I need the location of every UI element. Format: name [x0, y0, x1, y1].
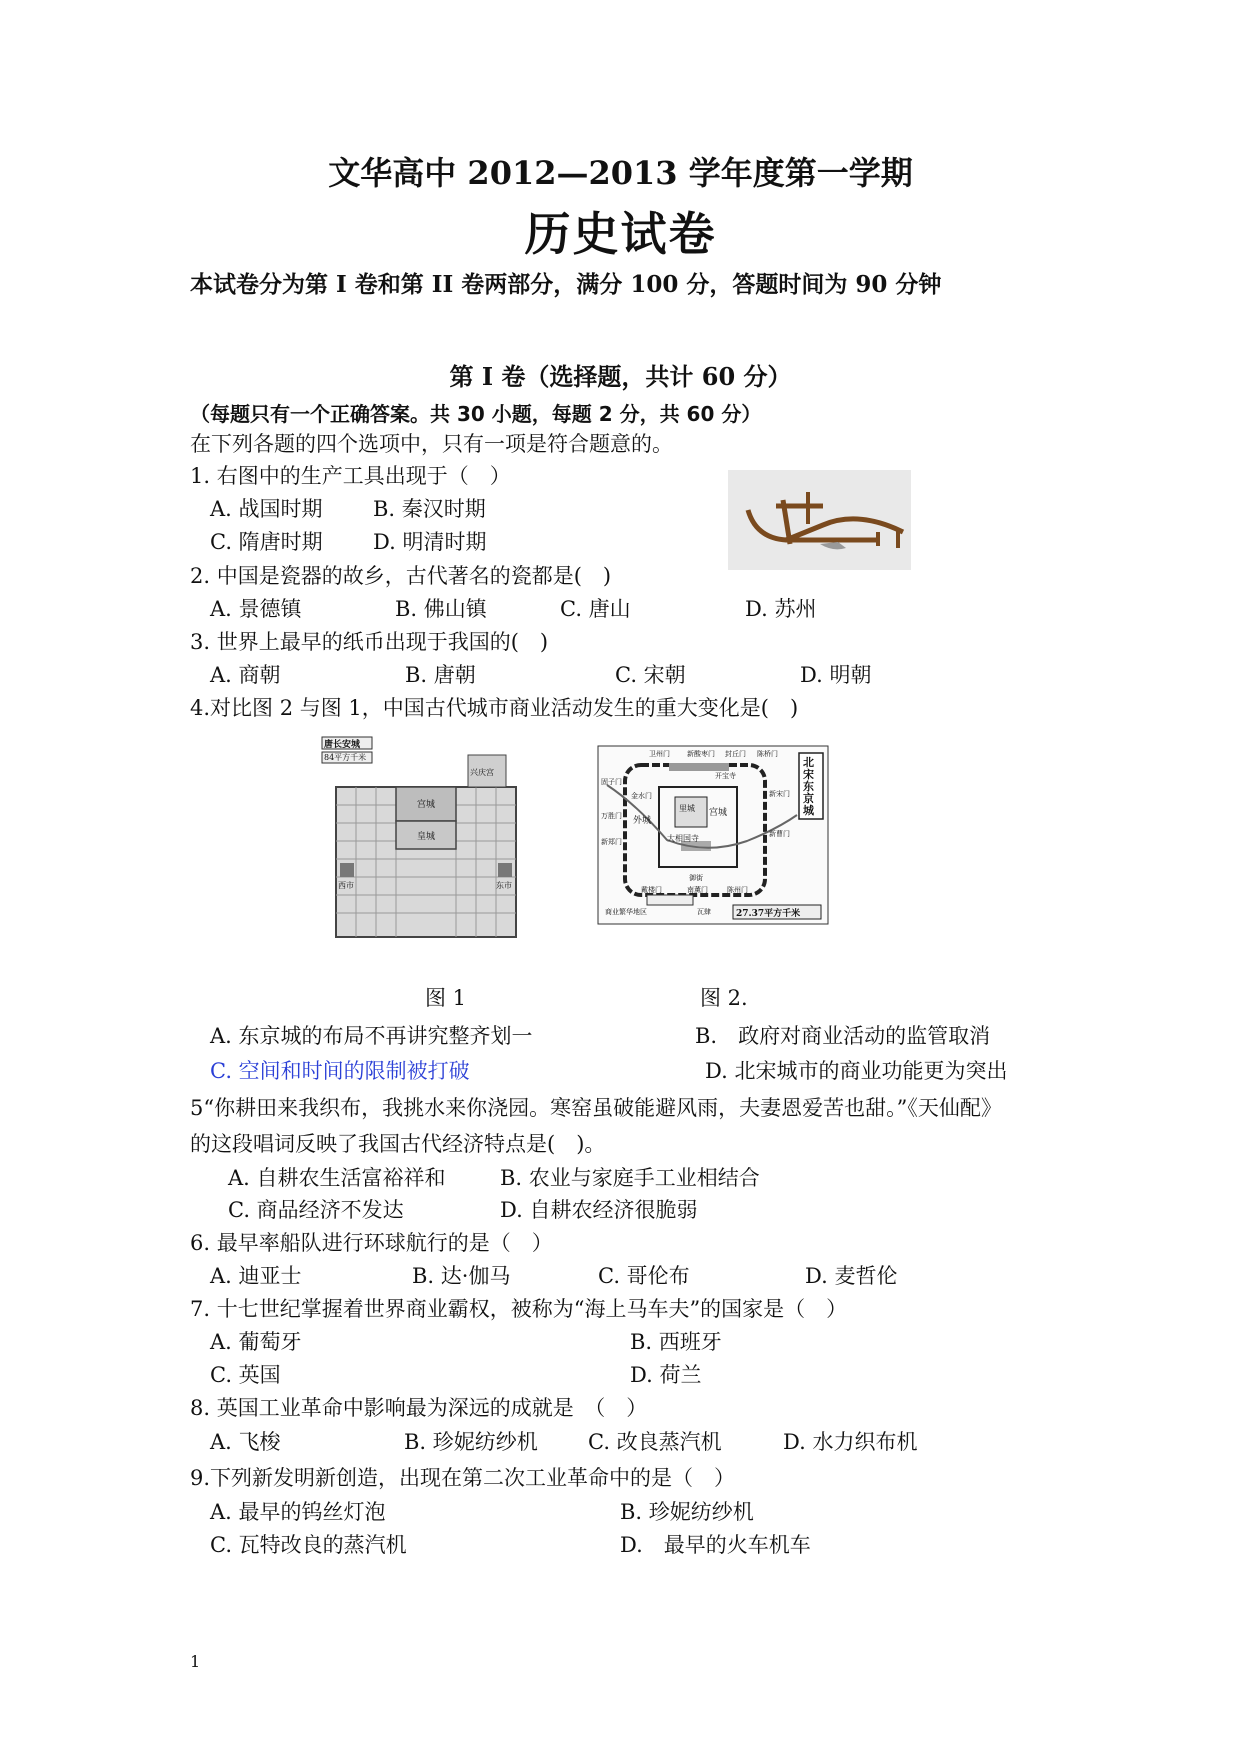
page-number: 1	[190, 1652, 201, 1671]
question-4-option-a: A. 东京城的布局不再讲究整齐划一	[210, 1024, 533, 1048]
map2-label-chenqiaomen: 陈桥门	[757, 750, 778, 758]
exam-subject-title: 历史试卷	[524, 207, 717, 261]
question-9-stem: 9.下列新发明新创造，出现在第二次工业革命中的是（ ）	[190, 1466, 736, 1490]
map2-label-xinzhengmen: 新郑门	[601, 838, 622, 846]
question-2-option-c: C. 唐山	[560, 597, 631, 621]
map2-title: 北宋东京城	[803, 756, 814, 817]
question-4-option-b: B. 政府对商业活动的监管取消	[695, 1024, 991, 1048]
question-7-option-d: D. 荷兰	[630, 1363, 702, 1387]
question-5-option-a: A. 自耕农生活富裕祥和	[228, 1166, 446, 1190]
figure-2-caption: 图 2.	[700, 986, 748, 1010]
question-3-option-c: C. 宋朝	[615, 663, 686, 687]
tang-changan-map	[318, 735, 548, 955]
question-8-stem: 8. 英国工业革命中影响最为深远的成就是 （ ）	[190, 1396, 648, 1420]
question-3-option-d: D. 明朝	[800, 663, 872, 687]
question-7-option-a: A. 葡萄牙	[210, 1330, 302, 1354]
question-9-option-b: B. 珍妮纺纱机	[620, 1500, 754, 1524]
question-7-stem: 7. 十七世纪掌握着世界商业霸权，被称为“海上马车夫”的国家是（ ）	[190, 1297, 848, 1321]
question-5-option-b: B. 农业与家庭手工业相结合	[500, 1166, 760, 1190]
question-4-option-d: D. 北宋城市的商业功能更为突出	[705, 1059, 1008, 1083]
question-9-option-d: D. 最早的火车机车	[620, 1533, 811, 1557]
map1-label-gongcheng: 宫城	[417, 800, 436, 810]
question-5-option-d: D. 自耕农经济很脆弱	[500, 1198, 698, 1222]
map2-label-weizhoumen: 卫州门	[649, 750, 670, 758]
map2-label-fengqiumen: 封丘门	[725, 750, 746, 758]
question-8-option-b: B. 珍妮纺纱机	[404, 1430, 538, 1454]
question-1-stem: 1. 右图中的生产工具出现于（ ）	[190, 464, 511, 488]
map2-legend-commerce: 商业繁华地区	[605, 908, 647, 916]
question-8-option-d: D. 水力织布机	[783, 1430, 918, 1454]
map2-label-jinshuimen: 金水门	[631, 792, 652, 800]
section-note: （每题只有一个正确答案。共 30 小题，每题 2 分，共 60 分）	[190, 402, 762, 426]
plough-tool-image	[728, 470, 911, 570]
map2-label-dailoumen: 戴楼门	[641, 886, 662, 894]
question-6-stem: 6. 最早率船队进行环球航行的是（ ）	[190, 1231, 553, 1255]
question-6-option-c: C. 哥伦布	[598, 1264, 690, 1288]
question-2-stem: 2. 中国是瓷器的故乡，古代著名的瓷都是( )	[190, 564, 612, 588]
question-9-option-c: C. 瓦特改良的蒸汽机	[210, 1533, 407, 1557]
map2-label-waicheng: 外城	[633, 816, 652, 826]
map2-label-guzimen: 固子门	[601, 778, 622, 786]
question-2-option-d: D. 苏州	[745, 597, 817, 621]
map2-label-xincaomen: 新曹门	[769, 830, 790, 838]
section-heading: 第 I 卷（选择题，共计 60 分）	[449, 362, 792, 391]
map2-label-nanxunmen: 南薰门	[687, 886, 708, 894]
map2-legend-wasi: 瓦肆	[697, 908, 711, 916]
question-6-option-a: A. 迪亚士	[210, 1264, 302, 1288]
question-2-option-b: B. 佛山镇	[395, 597, 487, 621]
question-9-option-a: A. 最早的钨丝灯泡	[210, 1500, 386, 1524]
question-5-option-c: C. 商品经济不发达	[228, 1198, 404, 1222]
map2-label-yujie: 御街	[689, 874, 703, 882]
map2-label-xinsongmen: 新宋门	[769, 790, 790, 798]
question-6-option-d: D. 麦哲伦	[805, 1264, 898, 1288]
question-1-option-a: A. 战国时期	[210, 497, 323, 521]
question-3-option-b: B. 唐朝	[405, 663, 476, 687]
question-5-stem-cont: 的这段唱词反映了我国古代经济特点是( )。	[190, 1132, 606, 1156]
map2-label-gongcheng: 宫城	[709, 808, 728, 818]
question-1-option-c: C. 隋唐时期	[210, 530, 323, 554]
figure-1-caption: 图 1	[425, 986, 467, 1010]
map2-label-wanshengmen: 万胜门	[601, 812, 622, 820]
exam-instructions: 本试卷分为第 I 卷和第 II 卷两部分，满分 100 分，答题时间为 90 分钟	[190, 271, 942, 298]
question-8-option-c: C. 改良蒸汽机	[588, 1430, 722, 1454]
question-4-stem: 4.对比图 2 与图 1，中国古代城市商业活动发生的重大变化是( )	[190, 696, 799, 720]
map2-area: 27.37平方千米	[736, 909, 801, 919]
question-8-option-a: A. 飞梭	[210, 1430, 281, 1454]
question-7-option-c: C. 英国	[210, 1363, 281, 1387]
map1-area: 84平方千米	[324, 753, 367, 762]
question-1-option-d: D. 明清时期	[373, 530, 487, 554]
section-intro: 在下列各题的四个选项中，只有一项是符合题意的。	[190, 432, 673, 456]
question-3-stem: 3. 世界上最早的纸币出现于我国的( )	[190, 630, 549, 654]
map1-label-xingqinggong: 兴庆宫	[470, 768, 494, 777]
question-3-option-a: A. 商朝	[210, 663, 281, 687]
map1-label-dongshi: 东市	[496, 881, 512, 890]
question-5-stem: 5“你耕田来我织布，我挑水来你浇园。寒窑虽破能避风雨，夫妻恩爱苦也甜。”《天仙配》	[190, 1096, 1002, 1120]
song-dongjing-map	[597, 745, 829, 925]
exam-title: 文华高中 2012—2013 学年度第一学期	[328, 154, 913, 192]
question-4-option-c: C. 空间和时间的限制被打破	[210, 1059, 470, 1083]
question-2-option-a: A. 景德镇	[210, 597, 302, 621]
question-6-option-b: B. 达·伽马	[412, 1264, 511, 1288]
map2-label-kaibaosi: 开宝寺	[715, 772, 736, 780]
map1-label-xishi: 西市	[338, 881, 354, 890]
map1-title: 唐长安城	[324, 740, 361, 750]
map2-label-daxiangguosi: 大相国寺	[667, 834, 699, 843]
question-1-option-b: B. 秦汉时期	[373, 497, 486, 521]
map2-label-chenzhoumen: 陈州门	[727, 886, 748, 894]
map2-label-licheng: 里城	[679, 804, 695, 813]
map2-label-xinsuanzaomen: 新酸枣门	[687, 750, 715, 758]
question-7-option-b: B. 西班牙	[630, 1330, 722, 1354]
map1-label-huangcheng: 皇城	[417, 832, 436, 842]
